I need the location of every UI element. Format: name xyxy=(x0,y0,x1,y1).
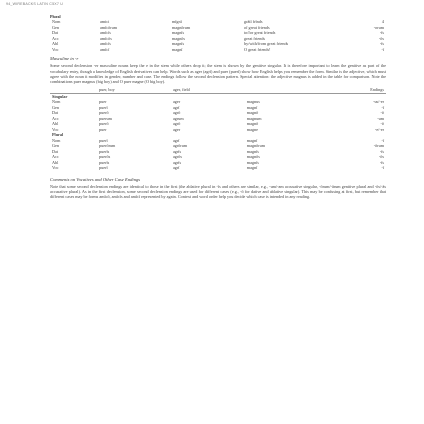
table-cell: Dat xyxy=(52,148,59,154)
ending: -ōs xyxy=(378,35,384,41)
case-label: Dat xyxy=(52,30,59,36)
table-cell: -ī xyxy=(381,165,384,171)
ending: -īs xyxy=(379,30,384,36)
table-cell: Abl xyxy=(52,159,59,165)
table-cell: Nom xyxy=(52,137,61,143)
table-cell: ager xyxy=(172,99,181,105)
form-magnus: magnōs xyxy=(172,35,186,41)
ending: -orum xyxy=(373,24,384,30)
table-cell: -um xyxy=(377,115,384,121)
table-cell: -ō xyxy=(380,110,384,116)
table-cell: puerō xyxy=(99,110,109,116)
table-cell: Nom xyxy=(52,99,61,105)
table-cell: magnīs xyxy=(246,148,259,154)
table-cell: magnī xyxy=(246,137,258,143)
translation: to/for great friends xyxy=(244,30,276,36)
table-cell: puerī xyxy=(99,104,108,110)
form-magnus: magnīs xyxy=(172,30,185,36)
section1-heading: Masculine in -r xyxy=(50,56,79,62)
table-cell: Gen xyxy=(52,104,59,110)
case-label: Acc xyxy=(52,35,59,41)
page-content xyxy=(50,14,386,203)
table-cell: -īs xyxy=(379,159,384,165)
table-cell: puer xyxy=(99,99,107,105)
table-cell: magnī xyxy=(246,165,258,171)
table-cell: Dat xyxy=(52,110,59,116)
table-cell: ager xyxy=(172,126,181,132)
form-magnus: magnī xyxy=(172,46,183,52)
table-cell: Acc xyxy=(52,115,59,121)
block-label: Plural xyxy=(52,132,64,138)
table-cell: -ōs xyxy=(378,154,384,160)
translation: grātī frīnds xyxy=(244,19,263,25)
table-cell: puerōrum xyxy=(99,143,116,149)
form-amicus: amīcōs xyxy=(100,35,112,41)
translation: by/with/from great friends xyxy=(244,41,289,47)
table-cell: -us/-er xyxy=(373,99,384,105)
ending: -ī xyxy=(381,46,384,52)
table-cell: magnīs xyxy=(246,159,259,165)
table-cell: -e/-er xyxy=(374,126,384,132)
translation: great friends xyxy=(244,35,266,41)
translation: O great friends! xyxy=(244,46,271,52)
declension-table-er xyxy=(50,87,386,171)
table-cell: puerī xyxy=(99,165,108,171)
table-cell: magnō xyxy=(246,110,259,116)
running-head: 94_WIREBACKS LATIN C5X7 U xyxy=(6,2,64,6)
table-cell: magnōrum xyxy=(246,143,265,149)
table-cell: -ī xyxy=(381,137,384,143)
table-cell: puerīs xyxy=(99,148,110,154)
header-cell: ager, field xyxy=(171,87,245,93)
table-cell: magnī xyxy=(246,104,258,110)
table-cell: agrōrum xyxy=(172,143,188,149)
case-label: Voc xyxy=(52,46,59,52)
header-cell: Endings xyxy=(325,87,386,93)
table-cell: agrō xyxy=(172,110,181,116)
table-cell: agrīs xyxy=(172,159,182,165)
table-cell: puerum xyxy=(99,115,112,121)
table-cell: puerīs xyxy=(99,159,110,165)
table-cell: agrīs xyxy=(172,148,182,154)
section2-body: Note that some second declension endings are identical to those in the first (the ablative plural in -īs and others are similar, e.g., -um/-am accusative singular, -ōrum/-ārum genitive plural and -ōs/-ās accusative plural). As in the first declension, some second declension endings are used for different cases (e.g., -ō for dative and ablative singular). This may be confusing at first, but remember that different cases may be forms amīcō, amīcīs and amīcī represented by again. Context and word order help you decide which case is intended in any reading. xyxy=(50,183,386,200)
form-amicus: amīcōrum xyxy=(100,24,117,30)
table-cell: Abl xyxy=(52,121,59,127)
translation: of great friends xyxy=(244,24,270,30)
form-amicus: amīcīs xyxy=(100,41,111,47)
case-label: Gen xyxy=(52,24,59,30)
table-cell: -īs xyxy=(379,148,384,154)
table-cell: agrī xyxy=(172,137,180,143)
table-cell: puer xyxy=(99,126,107,132)
block-label: Singular xyxy=(52,93,68,99)
table-cell: puerō xyxy=(99,121,109,127)
form-magnus: magnōrum xyxy=(172,24,191,30)
table-cell: -ō xyxy=(380,121,384,127)
case-label: Abl xyxy=(52,41,59,47)
ending: -īs xyxy=(379,41,384,47)
case-label: Nom xyxy=(52,19,61,25)
form-amicus: amīcī xyxy=(100,46,110,52)
table-cell: agrī xyxy=(172,165,180,171)
table-cell: magne xyxy=(246,126,259,132)
form-amicus: amīcīs xyxy=(100,30,111,36)
table-row xyxy=(50,165,386,171)
table-row xyxy=(50,47,386,53)
table-cell: -ī xyxy=(381,104,384,110)
ending: 4 xyxy=(381,19,384,25)
form-magnus: mīgnī xyxy=(172,19,182,25)
table-cell: agrum xyxy=(172,115,184,121)
table-cell: Gen xyxy=(52,143,59,149)
table-cell: puerōs xyxy=(99,154,111,160)
table-cell: magnus xyxy=(246,99,260,105)
table-cell: magnō xyxy=(246,121,259,127)
table-cell: magnōs xyxy=(246,154,260,160)
header-cell: puer, boy xyxy=(97,87,171,93)
form-amicus: amici xyxy=(100,19,110,25)
table-cell: agrō xyxy=(172,121,181,127)
table-cell: agrī xyxy=(172,104,180,110)
declension-table-plural xyxy=(50,19,386,52)
table-cell: magnum xyxy=(246,115,262,121)
form-magnus: magnīs xyxy=(172,41,185,47)
table-cell: agrōs xyxy=(172,154,183,160)
table-cell: Voc xyxy=(52,126,59,132)
table-cell: Voc xyxy=(52,165,59,171)
table1-caption: Plural xyxy=(50,14,61,19)
table-cell: -ōrum xyxy=(373,143,384,149)
section1-body: Some second declension -er masculine nouns keep the e in the stem while others drop it; the stem is shown by the genitive singular. It is therefore important to learn the genitive as part of the vocabulary entry, though a knowledge of English derivatives can help. Words such as ager (agrī) and puer (puerī) show how English helps you remember the form. Similar is the adjective, which must agree with the noun it modifies in gender, number and case. The endings follow the second declension pattern. Special attention: the adjective magnus is added in the table for comparison. Note the combinations puer magnus (big boy) and O puer magne (O big boy). xyxy=(50,63,386,85)
table-cell: puerī xyxy=(99,137,108,143)
section2-heading: Comments on Vocatives and Other Case Endings xyxy=(50,176,141,182)
table-cell: Acc xyxy=(52,154,59,160)
